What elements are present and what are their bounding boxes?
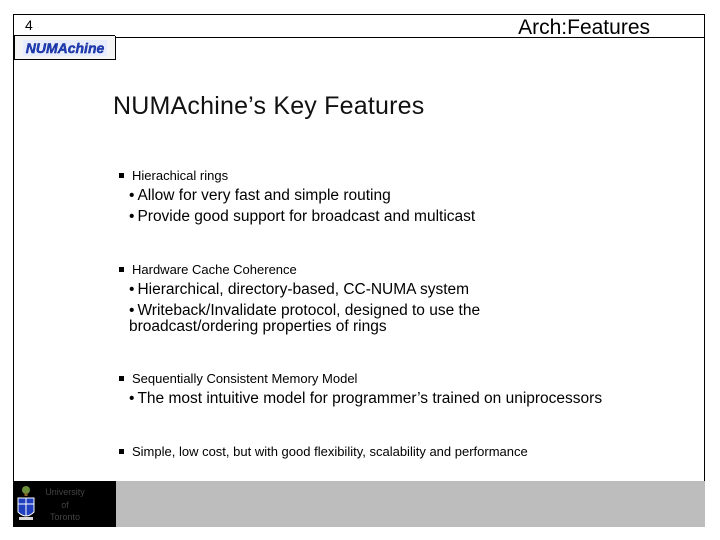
numachine-logo [14, 36, 116, 60]
square-bullet-icon [119, 267, 124, 272]
header-divider [116, 37, 705, 38]
sub-bullet: • The most intuitive model for programmer’s trained on uniprocessors [129, 390, 603, 407]
dot-bullet-icon: • [129, 281, 135, 298]
square-bullet-icon [119, 376, 124, 381]
university-name: University of Toronto [45, 487, 85, 522]
sub-bullet: • Provide good support for broadcast and multicast [129, 208, 476, 225]
dot-bullet-icon: • [129, 187, 135, 204]
bullet-hierarchical-rings: Hierachical rings [119, 168, 228, 183]
sub-bullet-continuation: broadcast/ordering properties of rings [129, 318, 387, 335]
square-bullet-icon [119, 449, 124, 454]
slide-title: NUMAchine’s Key Features [113, 92, 425, 120]
bullet-cache-coherence: Hardware Cache Coherence [119, 262, 297, 277]
dot-bullet-icon: • [129, 302, 135, 319]
university-crest-icon [16, 484, 36, 524]
logo-text: NUMAchine [25, 39, 105, 56]
footer-band [116, 481, 705, 527]
sub-bullet: • Writeback/Invalidate protocol, designed to use the [129, 302, 481, 319]
sub-bullet: • Hierarchical, directory-based, CC-NUMA system [129, 281, 470, 298]
square-bullet-icon [119, 173, 124, 178]
dot-bullet-icon: • [129, 208, 135, 225]
section-title: Arch:Features [518, 16, 650, 39]
bullet-memory-model: Sequentially Consistent Memory Model [119, 371, 357, 386]
slide-number: 4 [14, 15, 115, 36]
numachine-logo-icon [23, 40, 107, 56]
dot-bullet-icon: • [129, 390, 135, 407]
bullet-simple-low-cost: Simple, low cost, but with good flexibility, scalability and performance [119, 444, 528, 459]
sub-bullet: • Allow for very fast and simple routing [129, 187, 391, 204]
